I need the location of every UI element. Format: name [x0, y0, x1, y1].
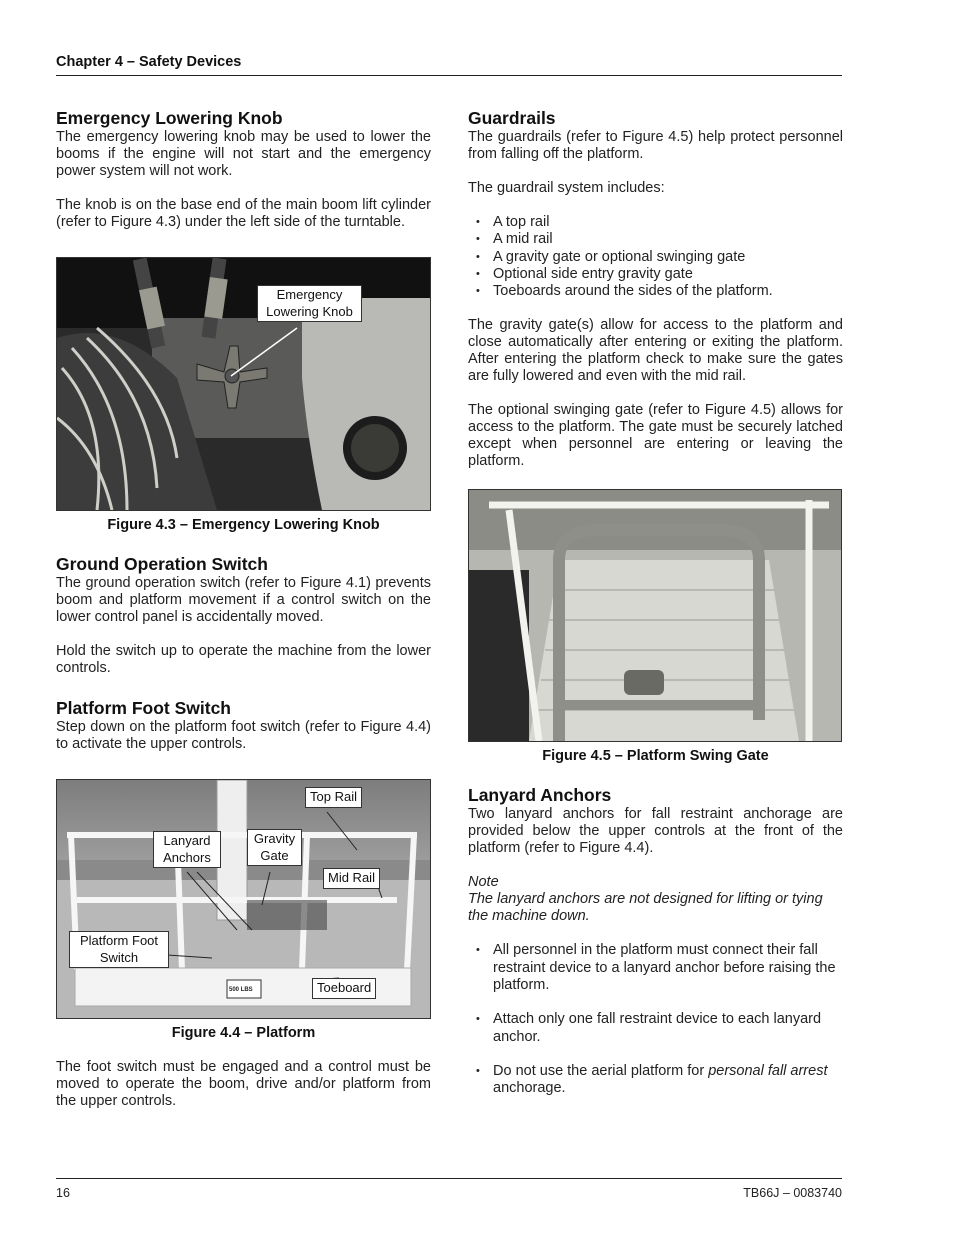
- section-title-ground-operation-switch: Ground Operation Switch: [56, 554, 268, 574]
- paragraph: The optional swinging gate (refer to Figure 4.5) allows for access to the platform. The gate must be securely latched except when personnel are entering or leaving the platform.: [468, 402, 843, 470]
- callout-platform-foot-switch: Platform Foot Switch: [69, 931, 169, 968]
- guardrail-list: [468, 214, 843, 300]
- callout-emergency-lowering-knob: Emergency Lowering Knob: [257, 285, 362, 322]
- paragraph: The emergency lowering knob may be used to lower the booms if the engine will not start and the emergency power system will not work.: [56, 129, 431, 179]
- figure-caption: Figure 4.3 – Emergency Lowering Knob: [107, 517, 380, 533]
- section-title-emergency-lowering-knob: Emergency Lowering Knob: [56, 108, 283, 128]
- paragraph: The knob is on the base end of the main boom lift cylinder (refer to Figure 4.3) under the left side of the turntable.: [56, 197, 431, 230]
- list-item: • Optional side entry gravity gate: [468, 266, 843, 283]
- list-item: • A mid rail: [468, 231, 843, 248]
- list-item: • A top rail: [468, 214, 843, 231]
- paragraph: Step down on the platform foot switch (refer to Figure 4.4) to activate the upper controls.: [56, 719, 431, 752]
- callout-lanyard-anchors: Lanyard Anchors: [153, 831, 221, 868]
- callout-mid-rail: Mid Rail: [323, 868, 380, 889]
- paragraph: The ground operation switch (refer to Figure 4.1) prevents boom and platform movement if a control switch on the lower control panel is accidentally moved.: [56, 575, 431, 625]
- paragraph: The guardrail system includes:: [468, 180, 665, 196]
- list-item: • Attach only one fall restraint device to each lanyard anchor.: [468, 1011, 843, 1046]
- knob-photo-illustration: [57, 258, 430, 510]
- document-id: TB66J – 0083740: [743, 1186, 842, 1200]
- note-text: The lanyard anchors are not designed for lifting or tying the machine down.: [468, 891, 823, 925]
- callout-top-rail: Top Rail: [305, 787, 362, 808]
- paragraph: The foot switch must be engaged and a control must be moved to operate the boom, drive and/or platform from the upper controls.: [56, 1059, 431, 1109]
- paragraph: Two lanyard anchors for fall restraint anchorage are provided below the upper controls at the front of the platform (refer to Figure 4.4).: [468, 806, 843, 857]
- page-number: 16: [56, 1186, 70, 1200]
- list-item: [468, 1063, 843, 1098]
- list-item: • Toeboards around the sides of the platform.: [468, 283, 843, 300]
- section-title-platform-foot-switch: Platform Foot Switch: [56, 698, 231, 718]
- emphasis: personal fall arrest: [708, 1062, 828, 1079]
- swing-gate-photo-illustration: [469, 490, 841, 741]
- list-item: • All personnel in the platform must connect their fall restraint device to a lanyard anchor before raising the platform.: [468, 942, 843, 994]
- paragraph: The gravity gate(s) allow for access to the platform and close automatically after entering or exiting the platform. After entering the platform check to make sure the gates are fully lowered and even with the mid rail.: [468, 317, 843, 385]
- header-rule: [56, 75, 842, 76]
- callout-gravity-gate: Gravity Gate: [247, 829, 302, 866]
- text: anchorage.: [493, 1080, 566, 1097]
- figure-4-5-photo: [468, 489, 842, 742]
- note-label: Note: [468, 874, 499, 891]
- text: Do not use the aerial platform for: [493, 1062, 709, 1079]
- footer-rule: [56, 1178, 842, 1179]
- callout-toeboard: Toeboard: [312, 978, 376, 999]
- paragraph: The guardrails (refer to Figure 4.5) help protect personnel from falling off the platform.: [468, 129, 843, 162]
- list-item: • A gravity gate or optional swinging gate: [468, 249, 843, 266]
- capacity-plate: 500 LBS: [229, 987, 253, 993]
- left-column: [56, 108, 431, 1110]
- section-title-guardrails: Guardrails: [468, 108, 556, 128]
- figure-caption: Figure 4.5 – Platform Swing Gate: [542, 748, 769, 765]
- chapter-header: Chapter 4 – Safety Devices: [56, 54, 242, 70]
- lanyard-list: [468, 942, 843, 1097]
- paragraph: Hold the switch up to operate the machine from the lower controls.: [56, 643, 431, 676]
- section-title-lanyard-anchors: Lanyard Anchors: [468, 785, 612, 806]
- figure-4-4-photo: [56, 779, 431, 1019]
- right-column: [468, 108, 843, 1098]
- figure-4-3-photo: [56, 257, 431, 511]
- figure-caption: Figure 4.4 – Platform: [171, 1025, 316, 1041]
